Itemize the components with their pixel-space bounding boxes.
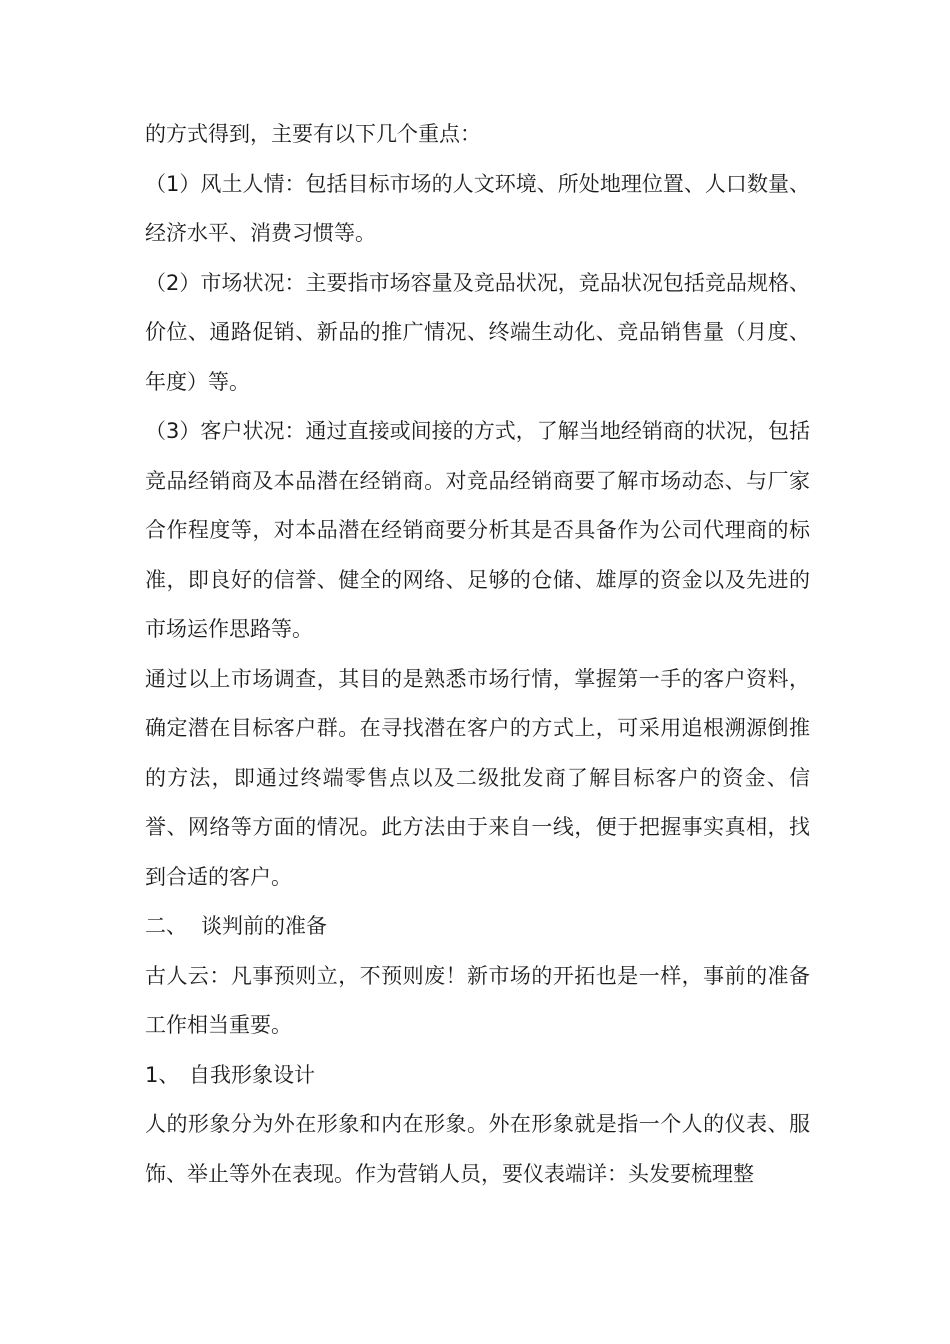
paragraph-point-2: （2）市场状况：主要指市场容量及竞品状况，竞品状况包括竞品规格、价位、通路促销、新品的推广情况、终端生动化、竞品销售量（月度、年度）等。	[145, 270, 810, 394]
paragraph-intro: 的方式得到，主要有以下几个重点：	[145, 122, 481, 146]
heading-text: 谈判前的准备	[201, 914, 327, 938]
paragraph-summary: 通过以上市场调查，其目的是熟悉市场行情，掌握第一手的客户资料，确定潜在目标客户群。在寻找潜在客户的方式上，可采用追根溯源倒推的方法，即通过终端零售点以及二级批发商了解目标客户的资金、信誉、网络等方面的情况。此方法由于来自一线，便于把握事实真相，找到合适的客户。	[145, 666, 810, 889]
heading-marker: 二、	[145, 914, 187, 938]
paragraph-point-3: （3）客户状况：通过直接或间接的方式，了解当地经销商的状况，包括竞品经销商及本品潜在经销商。对竞品经销商要了解市场动态、与厂家合作程度等，对本品潜在经销商要分析其是否具备作为公司代理商的标准，即良好的信誉、健全的网络、足够的仓储、雄厚的资金以及先进的市场运作思路等。	[145, 419, 810, 641]
heading-negotiation-prep	[145, 902, 810, 952]
subheading-marker: 1、	[145, 1062, 180, 1087]
paragraph-preparation: 古人云：凡事预则立，不预则废！新市场的开拓也是一样，事前的准备工作相当重要。	[145, 963, 810, 1037]
subheading-self-image	[145, 1051, 810, 1101]
subheading-text: 自我形象设计	[189, 1062, 315, 1087]
paragraph-point-1: （1）风土人情：包括目标市场的人文环境、所处地理位置、人口数量、经济水平、消费习惯等。	[145, 171, 810, 245]
document-body	[145, 110, 810, 1199]
paragraph-image-description: 人的形象分为外在形象和内在形象。外在形象就是指一个人的仪表、服饰、举止等外在表现。作为营销人员，要仪表端详：头发要梳理整	[145, 1112, 810, 1186]
